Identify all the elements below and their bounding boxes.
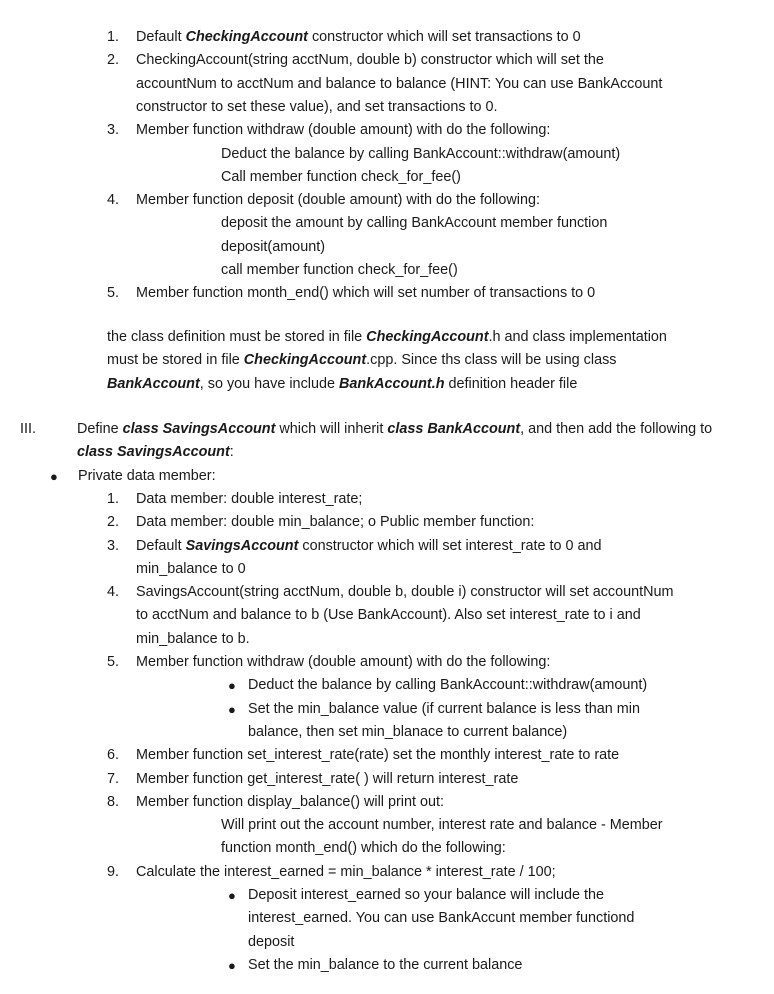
list-item-text <box>136 861 556 884</box>
indented-step: call member function check_for_fee() <box>221 262 458 278</box>
list-item-text <box>136 581 674 604</box>
text-run: will print out: <box>359 793 444 810</box>
text-run: CheckingAccount <box>136 52 248 69</box>
text-run: SavingsAccount(string acctNum, double b, double i) constructor will set accountNum <box>136 584 674 601</box>
text-run: .cpp. Since ths class will be using class <box>366 352 617 369</box>
text-run: Member function <box>136 747 248 764</box>
section-heading-text <box>77 418 712 441</box>
bullet-text: deposit <box>248 933 295 950</box>
text-run: BankAccount.h <box>338 375 445 392</box>
list-number: 8. <box>107 793 120 810</box>
text-run: Member function <box>136 285 248 302</box>
text-run: class BankAccount <box>387 421 521 437</box>
list-item-text <box>136 26 581 49</box>
text-run: Data member: double min_balance; o Public member function: <box>136 514 535 531</box>
text-run: which will set number of transactions to 0 <box>328 285 596 302</box>
bullet-icon: ● <box>228 957 236 973</box>
paragraph-text <box>107 326 667 349</box>
text-run: with do the following: <box>402 192 540 209</box>
text-run: get_interest_rate( ) <box>247 770 369 787</box>
text-run: (string acctNum, double b) <box>248 52 421 69</box>
text-run: accountNum to acctNum and balance to balance (HINT: You can use BankAccount <box>136 75 663 92</box>
indented-step: deposit(amount) <box>221 238 325 255</box>
list-number: 4. <box>107 584 120 601</box>
text-run: min_balance to b. <box>136 630 250 647</box>
list-item-text <box>136 628 250 651</box>
list-number: 7. <box>107 770 120 787</box>
bullet-icon: ● <box>228 678 236 694</box>
indented-step <box>221 837 506 860</box>
text-run: , so you have include <box>199 375 339 392</box>
list-item-text <box>136 119 550 142</box>
list-item-text <box>136 73 662 96</box>
bullet-text: Deposit interest_earned so your balance will include the <box>248 887 604 903</box>
paragraph-text <box>107 373 577 396</box>
text-run: BankAccount <box>107 375 200 392</box>
list-number: 5. <box>107 654 120 670</box>
text-run: .h and class implementation <box>488 329 667 345</box>
text-run: will return interest_rate <box>368 770 519 787</box>
text-run: must be stored in file <box>107 352 244 369</box>
text-run: Member function withdraw (double amount) <box>136 122 413 139</box>
text-run: min_balance to 0 <box>136 560 246 577</box>
list-item-text <box>136 488 362 511</box>
bullet-text: Private data member: <box>78 467 216 484</box>
list-item-text <box>136 651 550 674</box>
text-run: display_balance() <box>247 793 360 810</box>
text-run: Member <box>605 817 663 834</box>
list-item-text <box>136 535 602 558</box>
text-run: class SavingsAccount <box>122 421 276 437</box>
text-run: constructor which will set interest_rate to 0 and <box>298 537 602 554</box>
section-numeral: III. <box>20 421 36 437</box>
text-run: class SavingsAccount <box>77 444 230 461</box>
text-run: - <box>600 817 606 834</box>
indented-step: Deduct the balance by calling BankAccount::withdraw(amount) <box>221 145 621 162</box>
text-run: the class definition must be stored in file <box>107 329 367 345</box>
text-run: constructor <box>420 52 492 69</box>
bullet-text: Deduct the balance by calling BankAccount::withdraw(amount) <box>248 677 648 694</box>
text-run: Default <box>136 29 186 45</box>
list-number: 4. <box>107 192 120 209</box>
text-run: Member function <box>136 192 248 209</box>
bullet-icon: ● <box>50 468 58 484</box>
bullet-text: interest_earned. You can use BankAccunt member functiond <box>248 910 635 927</box>
text-run: constructor which will set transactions to 0 <box>307 29 581 45</box>
list-number: 2. <box>107 52 120 69</box>
list-item-text <box>136 96 498 119</box>
list-item-text <box>136 511 534 534</box>
indented-step <box>221 814 663 837</box>
text-run: Member function <box>136 793 248 810</box>
list-item-text <box>136 791 444 814</box>
text-run: set the monthly interest_rate to rate <box>388 747 620 764</box>
text-run: , and then add the following to <box>520 421 713 437</box>
list-item-text <box>136 282 595 305</box>
list-number: 3. <box>107 537 120 554</box>
text-run: month_end() <box>247 285 329 302</box>
list-number: 9. <box>107 863 120 880</box>
list-item-text <box>136 744 619 767</box>
text-run: Calculate the interest_earned = min_balance * interest_rate / 100; <box>136 863 556 880</box>
text-run: Define <box>77 421 123 437</box>
bullet-text: balance, then set min_blanace to current balance) <box>248 723 568 740</box>
list-number: 6. <box>107 747 120 764</box>
section-heading-text <box>77 441 234 464</box>
list-item-text <box>136 604 641 627</box>
text-run: CheckingAccount <box>243 352 367 369</box>
text-run: with do the following: <box>412 122 551 139</box>
text-run: set_interest_rate(rate) <box>247 747 389 764</box>
list-item-text <box>136 49 604 72</box>
indented-step: Call member function check_for_fee() <box>221 168 461 185</box>
bullet-icon: ● <box>228 701 236 717</box>
text-run: Default <box>136 537 186 554</box>
text-run: which will <box>275 421 345 437</box>
text-run: Data member: double interest_rate; <box>136 490 363 507</box>
list-item-text <box>136 768 518 791</box>
bullet-text: Set the min_balance value (if current balance is less than min <box>248 700 640 717</box>
list-number: 1. <box>107 29 120 45</box>
list-item-text <box>136 558 246 581</box>
text-run: which will set the <box>491 52 604 69</box>
text-run: SavingsAccount <box>185 537 299 554</box>
list-number: 3. <box>107 122 120 139</box>
list-item-text <box>136 189 540 212</box>
list-number: 1. <box>107 490 120 507</box>
indented-step: deposit the amount by calling BankAccount member function <box>221 215 608 232</box>
text-run: CheckingAccount <box>185 29 308 45</box>
bullet-icon: ● <box>228 888 236 903</box>
text-run: Member function withdraw (double amount) with do the following: <box>136 654 551 670</box>
list-number: 2. <box>107 514 120 531</box>
text-run: Will print out the account number, interest rate and balance <box>221 817 601 834</box>
text-run: function month_end() which do the following: <box>221 840 506 857</box>
text-run: definition header file <box>444 375 578 392</box>
list-number: 5. <box>107 285 120 302</box>
text-run: inherit <box>344 421 384 437</box>
text-run: constructor to set these value), and set transactions to 0. <box>136 98 498 115</box>
text-run: CheckingAccount <box>366 329 489 345</box>
paragraph-text <box>107 349 616 372</box>
text-run: to acctNum and balance to b (Use BankAccount). Also set interest_rate to i and <box>136 607 641 624</box>
bullet-text: Set the min_balance to the current balance <box>248 956 523 973</box>
text-run: deposit (double amount) <box>247 192 403 209</box>
text-run: Member function <box>136 770 248 787</box>
text-run: : <box>229 444 234 461</box>
